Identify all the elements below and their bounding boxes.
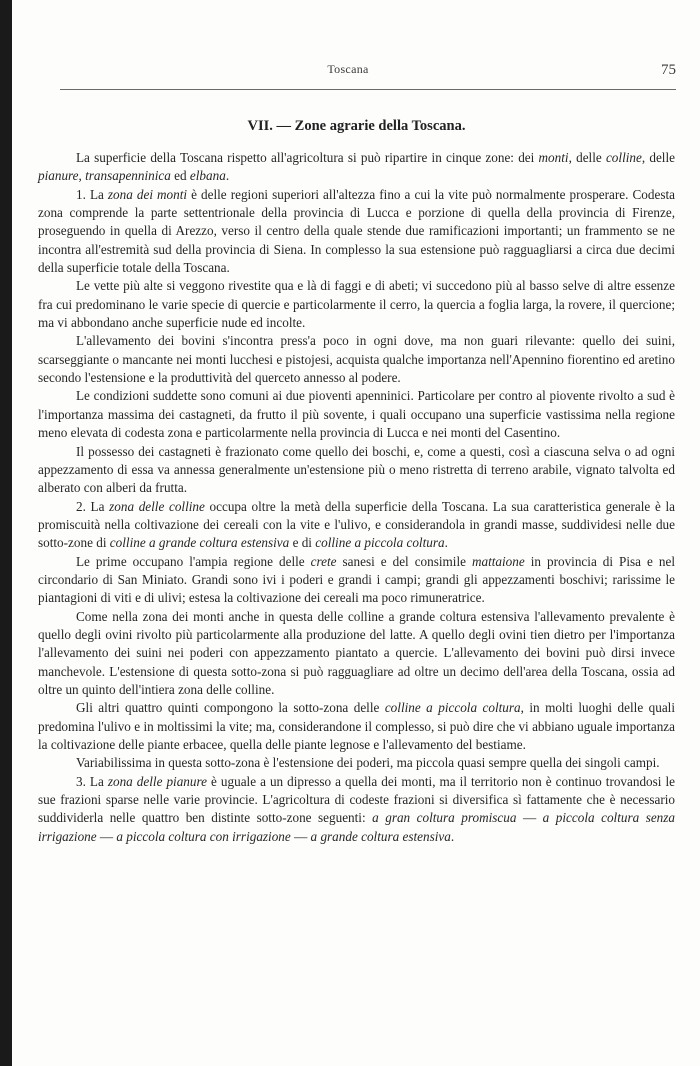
binding-edge [0,0,12,1066]
paragraph: Gli altri quattro quinti compongono la sotto-zona delle colline a piccola coltura, in molti luoghi delle quali predomina l'ulivo e in moltissimi la vite; ma, considerandone il complesso, si può dire che vi abbiano uguale importanza la coltivazione delle piante erbacee, quella delle piante legnose e l'allevamento del bestiame. [38,700,676,752]
running-head [20,62,676,82]
paragraph: L'allevamento dei bovini s'incontra press'a poco in ogni dove, ma non guari rilevante: quello dei suini, scarseggiante o mancante nei monti lucchesi e pistojesi, acquista qualche importanza nell'Apennino fiorentino ed aretino secondo l'estensione e la produttività del querceto annesso al podere. [38,333,675,386]
paragraph: 1. La zona dei monti è delle regioni superiori all'altezza fino a cui la vite può normalmente prosperare. Codesta zona comprende la parte settentrionale della provincia di Lucca e porzione di quella della provincia di Firenze, proseguendo in quella di Arezzo, verso il centro della quale stende due ramificazioni importanti; un frammento se ne incontra all'estremità sud della provincia di Siena. In complesso la sua estensione può ragguagliarsi a circa due decimi della superficie totale della Toscana. [38,186,675,276]
paragraph: Le prime occupano l'ampia regione delle crete sanesi e del consimile mattaione in provincia di Pisa e nel circondario di San Miniato. Grandi sono ivi i poderi e grandi i campi; grandi gli appezzamenti boschivi; rarissime le piantagioni di viti e di ulivi; estesa la coltivazione dei cereali ma poco rimuneratrice. [38,553,675,606]
paragraph: 3. La zona delle pianure è uguale a un dipresso a quella dei monti, ma il territorio non è continuo trovandosi le sue frazioni sparse nelle varie provincie. L'agricoltura di codeste frazioni si diversifica sì fattamente che è necessario suddividerla nelle quattro ben distinte sotto-zone seguenti: a gran coltura promiscua — a piccola coltura senza irrigazione — a piccola coltura con irrigazione — a grande coltura estensiva. [38,773,676,844]
paragraph: La superficie della Toscana rispetto all'agricoltura si può ripartire in cinque zone: dei monti, delle colline, delle pianure, transapenninica ed elbana. [38,150,675,184]
page-body [38,118,675,846]
paragraph: 2. La zona delle colline occupa oltre la metà della superficie della Toscana. La sua caratteristica generale è la promiscuità nella coltivazione dei cereali con la vite e l'ulivo, e considerandola in grandi masse, suddividesi nelle due sotto-zone di colline a grande coltura estensiva e di colline a piccola coltura. [38,498,675,551]
paragraph: Le vette più alte si veggono rivestite qua e là di faggi e di abeti; vi succedono più al basso selve di altre essenze fra cui predominano le varie specie di quercie e particolarmente il cerro, la quercia a foglia larga, la rovere, il quercione; ma vi abbondano anche superficie nude ed incolte. [38,278,675,331]
page-number: 75 [661,62,676,78]
paragraph: Come nella zona dei monti anche in questa delle colline a grande coltura estensiva l'allevamento prevalente è quello degli ovini rivolto più particolarmente alla produzione del latte. A quello degli ovini tien dietro per l'importanza l'allevamento dei suini nei poderi con appezzamento piantato a quercie. L'allevamento dei bovini può dirsi invece manchevole. L'estensione di questa sotto-zona si può ragguagliare ad oltre un decimo dell'area della Toscana, ossia ad oltre un quinto dell'intiera zona delle colline. [38,608,675,697]
section-heading: VII. — Zone agrarie della Toscana. [247,118,466,134]
paragraph: Il possesso dei castagneti è frazionato come quello dei boschi, e, come a questi, così a ciascuna selva o ad ogni appezzamento di essa va annessa generalmente un'estensione più o meno ristretta di terreno arabile, vignato talvolta ed alberato con alberi da frutta. [38,443,675,496]
paragraph: Le condizioni suddette sono comuni ai due pioventi apenninici. Particolare per contro al piovente rivolto a sud è l'importanza massima dei castagneti, da frutto il più sovente, i quali occupano una superficie vastissima nella regione meno elevata di codesta zona e particolarmente nella provincia di Lucca e nei monti del Casentino. [38,388,675,441]
header-rule [60,89,676,90]
paragraph: Variabilissima in questa sotto-zona è l'estensione dei poderi, ma piccola quasi sempre quella dei singoli campi. [76,755,660,771]
running-head-title: Toscana [327,62,369,76]
